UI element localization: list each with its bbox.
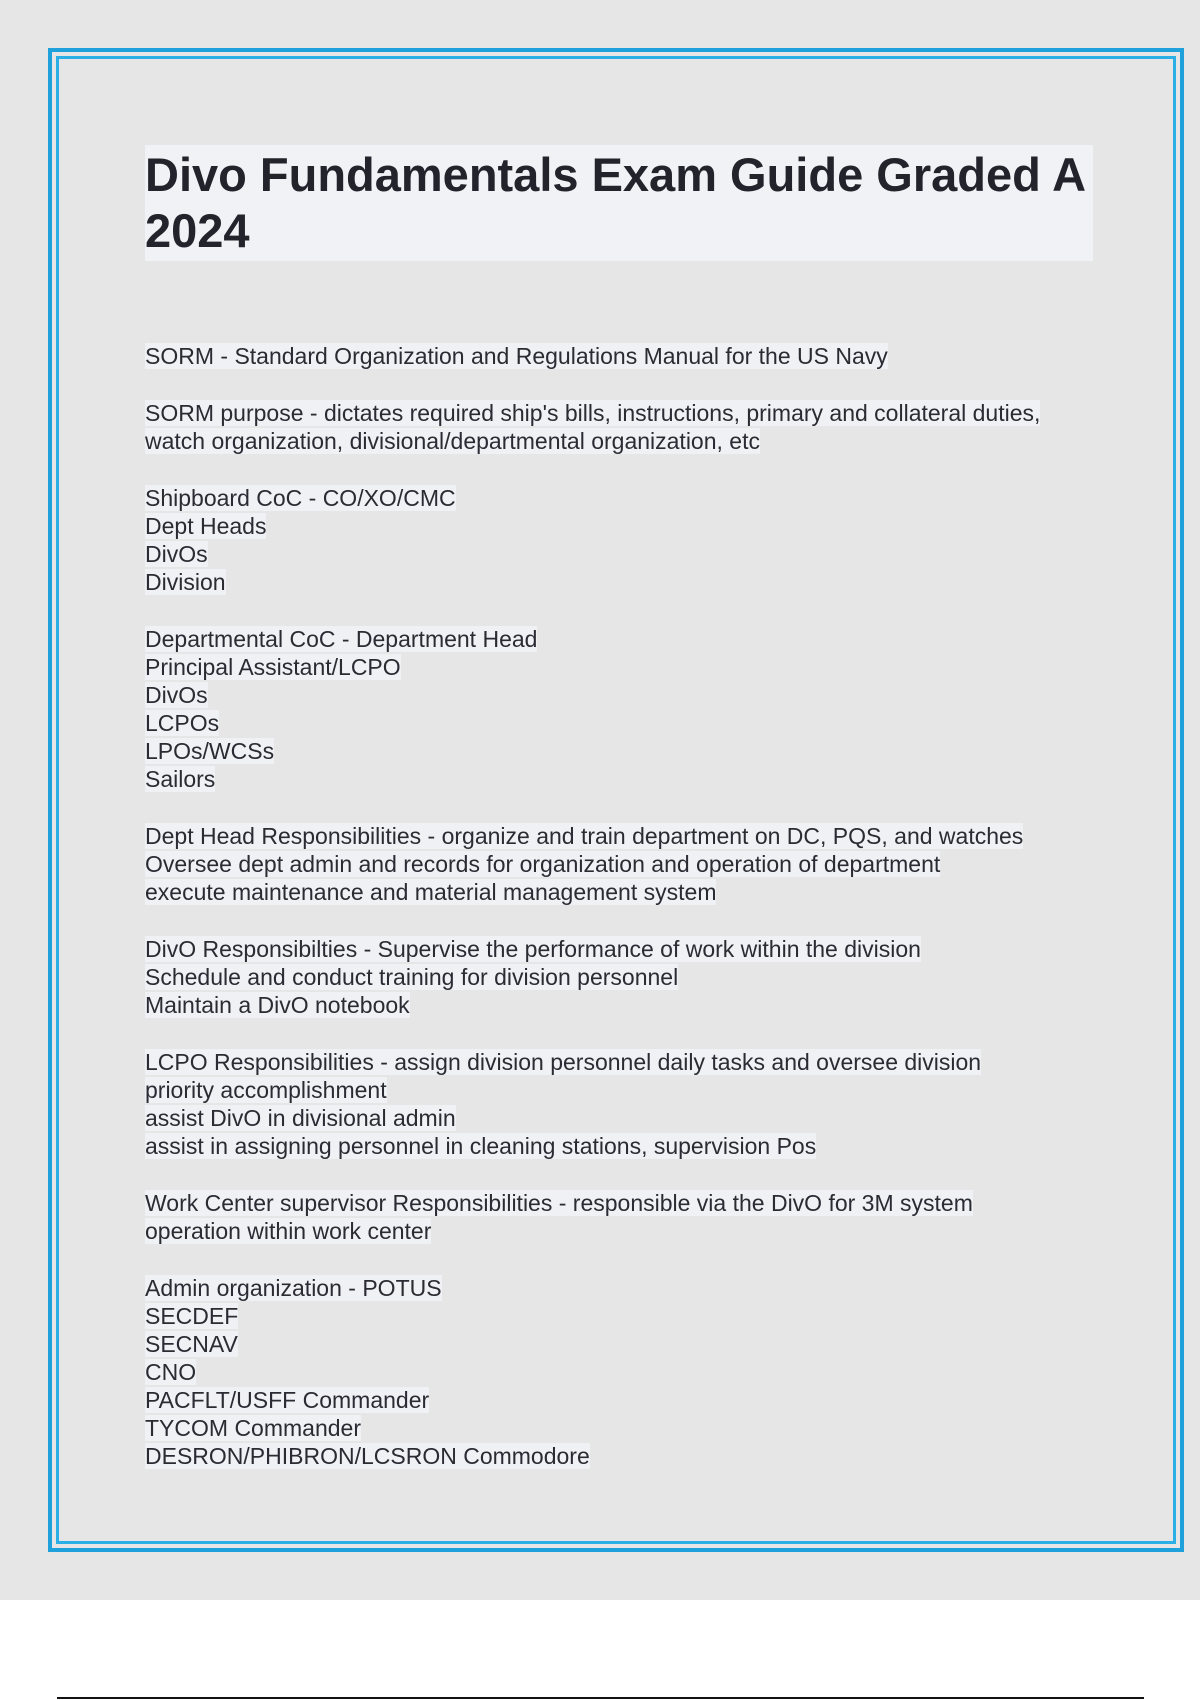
entry-line <box>145 540 1095 568</box>
entry-line <box>145 737 1095 765</box>
entry-line-text: DivOs <box>145 541 208 567</box>
study-entry <box>145 625 1095 793</box>
entry-line-text: Division <box>145 569 226 595</box>
entry-line-text: Maintain a DivO notebook <box>145 992 410 1018</box>
entry-line <box>145 1274 1095 1302</box>
entry-line-text: Shipboard CoC - CO/XO/CMC <box>145 485 456 511</box>
entry-line <box>145 568 1095 596</box>
entry-line-text: Work Center supervisor Responsibilities - responsible via the DivO for 3M system <box>145 1190 973 1216</box>
entry-line-text: Oversee dept admin and records for organization and operation of department <box>145 851 941 877</box>
study-entry <box>145 822 1095 906</box>
entry-line <box>145 1442 1095 1470</box>
entry-line <box>145 765 1095 793</box>
entry-line-text: watch organization, divisional/departmental organization, etc <box>145 428 760 454</box>
study-entry <box>145 1048 1095 1160</box>
entry-line-text: Admin organization - POTUS <box>145 1275 442 1301</box>
entry-line-text: Departmental CoC - Department Head <box>145 626 538 652</box>
entry-line-text: DivOs <box>145 682 208 708</box>
entry-line <box>145 1358 1095 1386</box>
footer-divider <box>57 1697 1144 1699</box>
entry-line <box>145 935 1095 963</box>
entry-line-text: TYCOM Commander <box>145 1415 361 1441</box>
entry-line <box>145 342 1095 370</box>
document-content <box>145 145 1095 1499</box>
entry-line <box>145 1189 1095 1217</box>
entry-line-text: CNO <box>145 1359 197 1385</box>
entry-line-text: assist in assigning personnel in cleaning stations, supervision Pos <box>145 1133 817 1159</box>
study-entry <box>145 342 1095 370</box>
entry-line-text: Schedule and conduct training for division personnel <box>145 964 679 990</box>
entry-line-text: priority accomplishment <box>145 1077 387 1103</box>
entry-line-text: DESRON/PHIBRON/LCSRON Commodore <box>145 1443 590 1469</box>
entry-line-text: SORM purpose - dictates required ship's bills, instructions, primary and collateral duties, <box>145 400 1041 426</box>
entry-line <box>145 484 1095 512</box>
entry-line-text: SECNAV <box>145 1331 238 1357</box>
entry-line-text: PACFLT/USFF Commander <box>145 1387 430 1413</box>
study-entry <box>145 1189 1095 1245</box>
entry-line <box>145 653 1095 681</box>
entry-line <box>145 878 1095 906</box>
entry-line <box>145 1330 1095 1358</box>
entry-line-text: SORM - Standard Organization and Regulations Manual for the US Navy <box>145 343 888 369</box>
entry-line <box>145 625 1095 653</box>
entry-line <box>145 1217 1095 1245</box>
entry-line <box>145 399 1095 427</box>
entry-line <box>145 512 1095 540</box>
entry-line-text: DivO Responsibilties - Supervise the performance of work within the division <box>145 936 921 962</box>
entry-line <box>145 1386 1095 1414</box>
entry-line <box>145 991 1095 1019</box>
entry-line <box>145 963 1095 991</box>
entry-line-text: LCPO Responsibilities - assign division personnel daily tasks and oversee division <box>145 1049 982 1075</box>
entry-line <box>145 1048 1095 1076</box>
study-entry <box>145 484 1095 596</box>
entry-line-text: Principal Assistant/LCPO <box>145 654 401 680</box>
entry-line <box>145 427 1095 455</box>
entry-line-text: assist DivO in divisional admin <box>145 1105 456 1131</box>
entry-line-text: LCPOs <box>145 710 220 736</box>
entry-list <box>145 342 1095 1470</box>
entry-line-text: execute maintenance and material management system <box>145 879 717 905</box>
entry-line <box>145 1132 1095 1160</box>
entry-line <box>145 681 1095 709</box>
entry-line <box>145 709 1095 737</box>
study-entry <box>145 1274 1095 1470</box>
entry-line-text: LPOs/WCSs <box>145 738 275 764</box>
entry-line-text: Dept Head Responsibilities - organize and train department on DC, PQS, and watches <box>145 823 1024 849</box>
entry-line <box>145 1302 1095 1330</box>
entry-line <box>145 850 1095 878</box>
document-title: Divo Fundamentals Exam Guide Graded A 2024 <box>145 145 1093 261</box>
study-entry <box>145 399 1095 455</box>
entry-line <box>145 1076 1095 1104</box>
entry-line <box>145 822 1095 850</box>
entry-line-text: Dept Heads <box>145 513 267 539</box>
entry-line <box>145 1104 1095 1132</box>
entry-line-text: operation within work center <box>145 1218 432 1244</box>
study-entry <box>145 935 1095 1019</box>
entry-line-text: SECDEF <box>145 1303 239 1329</box>
entry-line <box>145 1414 1095 1442</box>
entry-line-text: Sailors <box>145 766 216 792</box>
